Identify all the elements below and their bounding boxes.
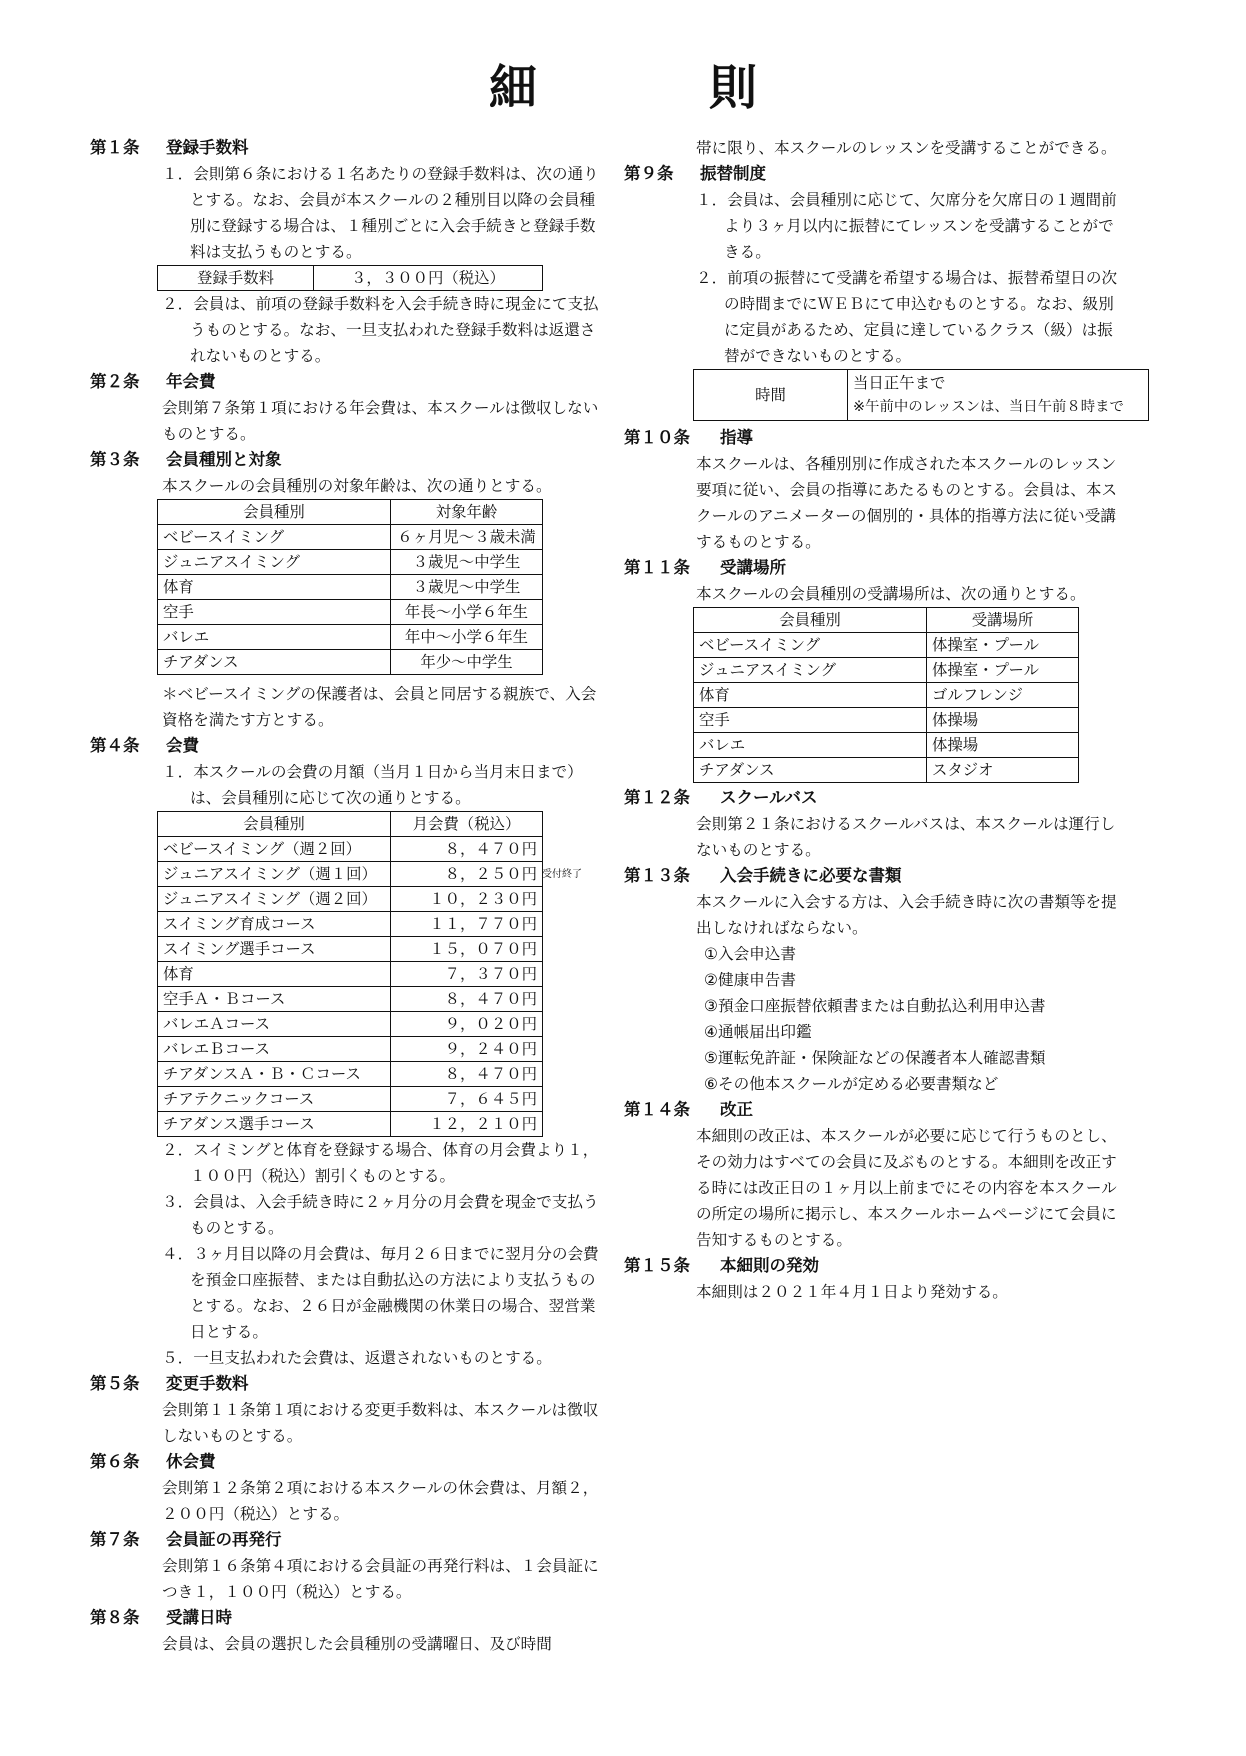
transfer-time-table-wrap — [693, 369, 1164, 421]
table-cell: チアテクニックコース — [158, 1087, 391, 1112]
article-1-clause-1: １．会則第６条における１名あたりの登録手数料は、次の通りとする。なお、会員が本スクールの２種別目以降の会員種別に登録する場合は、１種別ごとに入会手続きと登録手数料は支払うものとする。 — [162, 165, 599, 261]
article-4-clause-1: １．本スクールの会費の月額（当月１日から当月末日まで）は、会員種別に応じて次の通りとする。 — [162, 763, 583, 807]
article-number: 第１３条 — [624, 866, 690, 885]
table-cell: バレエＢコース — [158, 1037, 391, 1062]
registration-fee-table — [157, 265, 543, 291]
table-cell: ７，６４５円 — [391, 1087, 543, 1112]
table-cell: ジュニアスイミング — [158, 550, 391, 575]
fee-table-wrap — [157, 811, 600, 1137]
table-row — [158, 862, 543, 887]
transfer-time-table — [693, 369, 1149, 421]
table-row — [694, 758, 1079, 783]
table-header-row — [158, 500, 543, 525]
table-cell: １１，７７０円 — [391, 912, 543, 937]
table-row — [158, 600, 543, 625]
article-14-text: 本細則の改正は、本スクールが必要に応じて行うものとし、その効力はすべての会員に及ぶものとする。本細則を改正する時には改正日の１ヶ月以上前までにその内容を本スクールの所定の場所に掲示し、本スクールホームページにて会員に告知するものとする。 — [696, 1127, 1117, 1249]
article-13-intro: 本スクールに入会する方は、入会手続き時に次の書類等を提出しなければならない。 — [696, 893, 1117, 937]
table-cell: バレエ — [158, 625, 391, 650]
article-2-heading — [90, 369, 600, 395]
table-cell: チアダンス — [158, 650, 391, 675]
article-number: 第１０条 — [624, 428, 690, 447]
article-title: 受講場所 — [720, 558, 786, 577]
table-cell: ８，２５０円 — [391, 862, 543, 887]
table-cell: ３歳児～中学生 — [391, 550, 543, 575]
table-cell: 体育 — [158, 575, 391, 600]
table-row — [158, 887, 543, 912]
table-row — [158, 1012, 543, 1037]
table-row — [694, 370, 1149, 421]
article-4-heading — [90, 733, 600, 759]
table-cell: 体操場 — [927, 708, 1079, 733]
article-title: 振替制度 — [700, 164, 766, 183]
article-number: 第１条 — [90, 138, 140, 157]
list-item: ③預金口座振替依頼書または自動払込利用申込書 — [704, 997, 1046, 1015]
table-cell: ゴルフレンジ — [927, 683, 1079, 708]
article-12-text: 会則第２１条におけるスクールバスは、本スクールは運行しないものとする。 — [696, 815, 1116, 859]
table-cell: ９，２４０円 — [391, 1037, 543, 1062]
article-3-heading — [90, 447, 600, 473]
fee-table — [157, 811, 543, 1137]
article-8-text-part-1: 会員は、会員の選択した会員種別の受講曜日、及び時間 — [162, 1635, 552, 1653]
registration-fee-table-wrap — [157, 265, 600, 291]
table-cell: ９，０２０円 — [391, 1012, 543, 1037]
article-title: 改正 — [720, 1100, 753, 1119]
article-15-heading — [624, 1253, 1164, 1279]
table-row — [158, 575, 543, 600]
table-cell: ジュニアスイミング（週１回） — [158, 862, 391, 887]
article-5-heading — [90, 1371, 600, 1397]
article-1-heading — [90, 135, 600, 161]
table-row — [158, 266, 543, 291]
article-4-clause-2: ２．スイミングと体育を登録する場合、体育の月会費より１，１００円（税込）割引くものとする。 — [162, 1141, 599, 1185]
article-title: 本細則の発効 — [720, 1256, 819, 1275]
table-row — [158, 987, 543, 1012]
table-cell: スイミング選手コース — [158, 937, 391, 962]
table-cell: 時間 — [694, 370, 848, 421]
page-title: 細 則 — [488, 60, 819, 116]
article-number: 第３条 — [90, 450, 140, 469]
venue-table — [693, 607, 1079, 783]
table-row — [158, 962, 543, 987]
table-cell: 年中～小学６年生 — [391, 625, 543, 650]
list-item: ⑥その他本スクールが定める必要書類など — [704, 1075, 999, 1093]
article-11-heading — [624, 555, 1164, 581]
article-number: 第４条 — [90, 736, 140, 755]
table-cell: 登録手数料 — [158, 266, 314, 291]
article-4-clause-5: ５．一旦支払われた会費は、返還されないものとする。 — [162, 1349, 552, 1367]
table-row — [158, 1087, 543, 1112]
table-row — [158, 937, 543, 962]
article-10-text: 本スクールは、各種別別に作成された本スクールのレッスン要項に従い、会員の指導にあたるものとする。会員は、本スクールのアニメーターの個別的・具体的指導方法に従い受講するものとする。 — [696, 455, 1118, 551]
article-number: 第５条 — [90, 1374, 140, 1393]
table-header: 受講場所 — [927, 608, 1079, 633]
article-number: 第９条 — [624, 164, 674, 183]
list-item: ⑤運転免許証・保険証などの保護者本人確認書類 — [704, 1049, 1046, 1067]
venue-table-wrap — [693, 607, 1164, 783]
left-column — [90, 135, 600, 1657]
article-9-clause-2: ２．前項の振替にて受講を希望する場合は、振替希望日の次の時間までにＷＥＢにて申込むものとする。なお、級別に定員があるため、定員に達しているクラス（級）は振替ができないものとする。 — [696, 269, 1118, 365]
article-13-heading — [624, 863, 1164, 889]
table-cell: ジュニアスイミング — [694, 658, 927, 683]
article-8-heading — [90, 1605, 600, 1631]
article-12-heading — [624, 785, 1164, 811]
table-cell: 空手 — [158, 600, 391, 625]
table-cell: スイミング育成コース — [158, 912, 391, 937]
table-cell: スタジオ — [927, 758, 1079, 783]
article-number: 第１４条 — [624, 1100, 690, 1119]
article-title: 指導 — [720, 428, 753, 447]
article-6-heading — [90, 1449, 600, 1475]
age-table — [157, 499, 543, 675]
article-title: 会員種別と対象 — [166, 450, 282, 469]
table-cell: 年長～小学６年生 — [391, 600, 543, 625]
article-number: 第１１条 — [624, 558, 690, 577]
article-7-heading — [90, 1527, 600, 1553]
article-title: 休会費 — [166, 1452, 216, 1471]
deadline-text: 当日正午まで — [853, 374, 946, 392]
table-row — [158, 650, 543, 675]
table-cell: バレエ — [694, 733, 927, 758]
table-cell: ８，４７０円 — [391, 837, 543, 862]
list-item: ④通帳届出印鑑 — [704, 1023, 812, 1041]
article-number: 第６条 — [90, 1452, 140, 1471]
closed-note: 受付終了 — [542, 869, 582, 880]
table-cell: 空手 — [694, 708, 927, 733]
right-column — [624, 135, 1164, 1305]
table-cell: 体操室・プール — [927, 658, 1079, 683]
table-cell: １０，２３０円 — [391, 887, 543, 912]
table-cell: チアダンス選手コース — [158, 1112, 391, 1137]
table-cell: ３歳児～中学生 — [391, 575, 543, 600]
table-row — [158, 1037, 543, 1062]
article-11-intro: 本スクールの会員種別の受講場所は、次の通りとする。 — [696, 585, 1086, 603]
table-cell: チアダンス — [694, 758, 927, 783]
article-4-clause-3: ３．会員は、入会手続き時に２ヶ月分の月会費を現金で支払うものとする。 — [162, 1193, 599, 1237]
article-8-continued — [696, 135, 1124, 161]
article-3-note: ＊ベビースイミングの保護者は、会員と同居する親族で、入会資格を満たす方とする。 — [162, 685, 597, 729]
table-cell — [848, 370, 1149, 421]
article-title: 受講日時 — [166, 1608, 232, 1627]
table-row — [158, 550, 543, 575]
table-cell: 体育 — [158, 962, 391, 987]
table-cell: １５，０７０円 — [391, 937, 543, 962]
table-header: 会員種別 — [158, 500, 391, 525]
table-header: 月会費（税込） — [391, 812, 543, 837]
article-10-heading — [624, 425, 1164, 451]
table-row — [158, 837, 543, 862]
table-row — [158, 1062, 543, 1087]
article-6-text: 会則第１２条第２項における本スクールの休会費は、月額２，２００円（税込）とする。 — [162, 1479, 599, 1523]
age-table-wrap — [157, 499, 600, 675]
article-title: 年会費 — [166, 372, 216, 391]
table-cell: チアダンスＡ・Ｂ・Ｃコース — [158, 1062, 391, 1087]
required-documents-list — [704, 941, 1164, 1097]
table-cell: 体操場 — [927, 733, 1079, 758]
list-item: ②健康申告書 — [704, 971, 796, 989]
article-15-text: 本細則は２０２１年４月１日より発効する。 — [696, 1283, 1008, 1301]
table-row — [694, 708, 1079, 733]
table-cell: ベビースイミング — [694, 633, 927, 658]
article-9-clause-1: １．会員は、会員種別に応じて、欠席分を欠席日の１週間前より３ヶ月以内に振替にてレッスンを受講することができる。 — [696, 191, 1117, 261]
morning-note: ※午前中のレッスンは、当日午前８時まで — [853, 399, 1124, 415]
article-number: 第８条 — [90, 1608, 140, 1627]
table-cell: ベビースイミング — [158, 525, 391, 550]
article-3-intro: 本スクールの会員種別の対象年齢は、次の通りとする。 — [162, 477, 552, 495]
article-2-text: 会則第７条第１項における年会費は、本スクールは徴収しないものとする。 — [162, 399, 599, 443]
table-cell: ６ヶ月児～３歳未満 — [391, 525, 543, 550]
table-row — [158, 1112, 543, 1137]
table-row — [694, 633, 1079, 658]
article-7-text: 会則第１６条第４項における会員証の再発行料は、１会員証につき１，１００円（税込）とする。 — [162, 1557, 599, 1601]
table-cell: ７，３７０円 — [391, 962, 543, 987]
table-cell: ８，４７０円 — [391, 987, 543, 1012]
table-row — [694, 733, 1079, 758]
article-9-heading — [624, 161, 1164, 187]
table-header: 会員種別 — [694, 608, 927, 633]
article-title: スクールバス — [720, 788, 818, 807]
table-row — [158, 525, 543, 550]
article-title: 登録手数料 — [166, 138, 249, 157]
table-cell: ベビースイミング（週２回） — [158, 837, 391, 862]
article-14-heading — [624, 1097, 1164, 1123]
table-cell: 体育 — [694, 683, 927, 708]
article-number: 第１５条 — [624, 1256, 690, 1275]
table-row — [694, 658, 1079, 683]
article-number: 第１２条 — [624, 788, 690, 807]
article-8-text-part-2: 帯に限り、本スクールのレッスンを受講することができる。 — [696, 139, 1117, 157]
table-cell: ８，４７０円 — [391, 1062, 543, 1087]
article-title: 入会手続きに必要な書類 — [720, 866, 902, 885]
table-row — [158, 625, 543, 650]
table-header-row — [694, 608, 1079, 633]
table-cell: ジュニアスイミング（週２回） — [158, 887, 391, 912]
article-4-clause-4: ４．３ヶ月目以降の月会費は、毎月２６日までに翌月分の会費を預金口座振替、または自動払込の方法により支払うものとする。なお、２６日が金融機関の休業日の場合、翌営業日とする。 — [162, 1245, 599, 1341]
table-cell: ３，３００円（税込） — [314, 266, 543, 291]
table-cell: 空手Ａ・Ｂコース — [158, 987, 391, 1012]
article-5-text: 会則第１１条第１項における変更手数料は、本スクールは徴収しないものとする。 — [162, 1401, 599, 1445]
article-title: 会費 — [166, 736, 199, 755]
table-header: 会員種別 — [158, 812, 391, 837]
table-cell: 年少～中学生 — [391, 650, 543, 675]
table-row — [158, 912, 543, 937]
table-cell: 体操室・プール — [927, 633, 1079, 658]
article-1-clause-2: ２．会員は、前項の登録手数料を入会手続き時に現金にて支払うものとする。なお、一旦支払われた登録手数料は返還されないものとする。 — [162, 295, 599, 365]
article-title: 会員証の再発行 — [166, 1530, 282, 1549]
table-header: 対象年齢 — [391, 500, 543, 525]
table-row — [694, 683, 1079, 708]
article-number: 第７条 — [90, 1530, 140, 1549]
article-title: 変更手数料 — [166, 1374, 249, 1393]
table-header-row — [158, 812, 543, 837]
table-cell: バレエＡコース — [158, 1012, 391, 1037]
list-item: ①入会申込書 — [704, 945, 796, 963]
table-cell: １２，２１０円 — [391, 1112, 543, 1137]
article-8-text — [162, 1631, 600, 1657]
article-number: 第２条 — [90, 372, 140, 391]
